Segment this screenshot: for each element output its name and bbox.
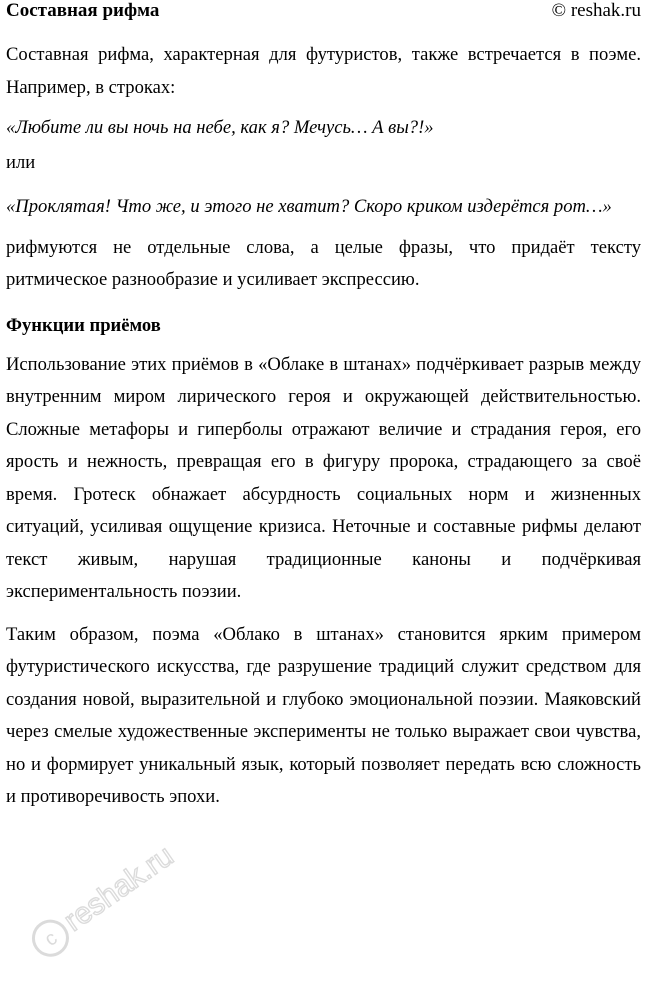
functions-heading: Функции приёмов <box>6 314 161 336</box>
watermark-text: reshak.ru <box>58 839 180 938</box>
site-copyright: © reshak.ru <box>551 0 641 21</box>
quote-two: «Проклятая! Что же, и этого не хватит? Скоро криком издерётся рот…» <box>6 196 612 217</box>
rhyme-explanation-paragraph: рифмуются не отдельные слова, а целые фразы, что придаёт тексту ритмическое разнообразие и усиливает экспрессию. <box>6 236 641 290</box>
svg-text:c: c <box>40 927 62 951</box>
conclusion-paragraph: Таким образом, поэма «Облако в штанах» становится ярким примером футуристического искусства, где разрушение традиций служит средством для создания новой, выразительной и глубоко эмоциональной поэзии. Маяковский через смелые художественные эксперименты не только выражает свои чувства, но и формирует уникальный язык, который позволяет передать всю сложность и противоречивость эпохи. <box>6 623 641 807</box>
functions-paragraph: Использование этих приёмов в «Облаке в штанах» подчёркивает разрыв между внутренним миром лирического героя и окружающей действительностью. Сложные метафоры и гиперболы отражают величие и страдания героя, его ярость и нежность, превращая его в фигуру пророка, страдающего за своё время. Гротеск обнажает абсурдность социальных норм и жизненных ситуаций, усиливая ощущение кризиса. Неточные и составные рифмы делают текст живым, нарушая традиционные каноны и подчёркивая экспериментальность поэзии. <box>6 353 641 602</box>
section-title: Составная рифма <box>6 0 160 21</box>
page-header <box>6 0 641 26</box>
document-page <box>6 0 641 814</box>
intro-paragraph: Составная рифма, характерная для футуристов, также встречается в поэме. Например, в строках: <box>6 44 641 98</box>
quote-one: «Любите ли вы ночь на небе, как я? Мечусь… А вы?!» <box>6 117 434 138</box>
reshak-watermark-logo <box>12 839 180 975</box>
or-connector: или <box>6 151 36 173</box>
